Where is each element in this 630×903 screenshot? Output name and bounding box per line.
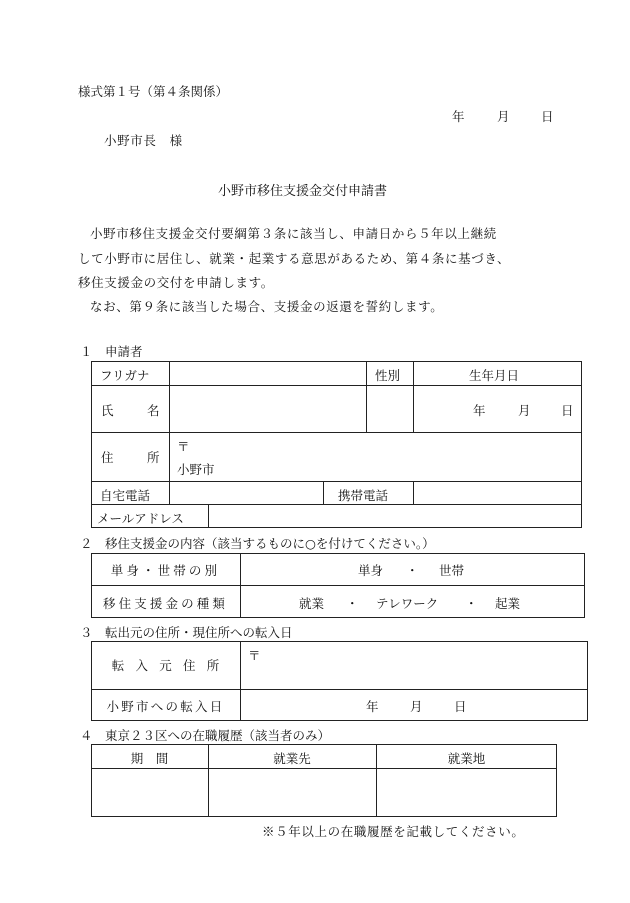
move-in-month-label: 月 [410, 699, 423, 714]
body-line-1: 小野市移住支援金交付要綱第３条に該当し、申請日から５年以上継続 [90, 226, 497, 241]
body-line-3: 移住支援金の交付を申請します。 [78, 275, 274, 290]
section1-heading: １ 申請者 [80, 344, 143, 359]
form-title: 小野市移住支援金交付申請書 [218, 184, 388, 199]
date-day-label: 日 [541, 109, 554, 124]
move-in-date-label: 小野市への転入日 [106, 699, 225, 714]
employer-label: 就業先 [273, 751, 311, 766]
single-household-label: 単身・世帯の別 [110, 563, 221, 578]
email-field[interactable] [215, 508, 575, 524]
gender-field[interactable] [370, 392, 410, 426]
email-label: メールアドレス [97, 511, 184, 526]
period-field[interactable] [96, 772, 204, 812]
period-label: 期 間 [130, 751, 169, 766]
body-line-2: して小野市に居住し、就業・起業する意思があるため、第４条に基づき、 [78, 251, 511, 266]
origin-address-label: 転入元住所 [111, 658, 231, 673]
move-in-year-label: 年 [366, 699, 379, 714]
history-note: ※５年以上の在職履歴を記載してください。 [262, 824, 525, 839]
address-field[interactable] [230, 437, 575, 477]
separator-dot-2: ・ [346, 596, 359, 611]
body-line-4: なお、第９条に該当した場合、支援金の返還を誓約します。 [90, 299, 444, 314]
mobile-phone-label: 携帯電話 [338, 488, 389, 503]
birth-month-label: 月 [518, 403, 531, 418]
move-in-day-label: 日 [454, 699, 467, 714]
mobile-phone-field[interactable] [420, 485, 575, 501]
addressee: 小野市長 様 [104, 133, 183, 148]
separator-dot-1: ・ [406, 563, 419, 578]
gender-label: 性別 [375, 368, 401, 383]
section2-heading: ２ 移住支援金の内容（該当するものに○を付けてください。） [80, 536, 435, 551]
birthdate-label: 生年月日 [469, 368, 520, 383]
workplace-label: 就業地 [447, 751, 486, 766]
origin-address-field[interactable] [265, 648, 580, 684]
option-startup[interactable]: 起業 [495, 596, 521, 611]
name-label-1: 氏 [101, 403, 114, 418]
furigana-field[interactable] [177, 366, 361, 382]
separator-dot-3: ・ [465, 596, 478, 611]
option-single[interactable]: 単身 [358, 563, 384, 578]
birth-day-label: 日 [561, 403, 574, 418]
form-number: 様式第１号（第４条関係） [78, 84, 229, 99]
postal-mark-origin: 〒 [248, 648, 261, 663]
home-phone-field[interactable] [177, 485, 317, 501]
furigana-label: フリガナ [100, 368, 150, 383]
section4-heading: ４ 東京２３区への在職履歴（該当者のみ） [80, 728, 331, 743]
address-label-1: 住 [101, 450, 114, 465]
birth-year-label: 年 [473, 403, 486, 418]
postal-mark: 〒 [177, 439, 190, 454]
workplace-field[interactable] [381, 772, 551, 812]
option-household[interactable]: 世帯 [439, 563, 465, 578]
home-phone-label: 自宅電話 [100, 488, 151, 503]
subsidy-type-label: 移住支援金の種類 [102, 596, 228, 611]
option-telework[interactable]: テレワーク [376, 596, 439, 611]
date-year-label: 年 [452, 109, 465, 124]
section3-heading: ３ 転出元の住所・現住所への転入日 [80, 625, 293, 640]
city-name: 小野市 [177, 462, 215, 477]
date-month-label: 月 [497, 109, 510, 124]
address-label-2: 所 [147, 450, 160, 465]
name-label-2: 名 [147, 403, 160, 418]
name-field[interactable] [177, 392, 361, 426]
option-employment[interactable]: 就業 [299, 596, 325, 611]
employer-field[interactable] [213, 772, 371, 812]
